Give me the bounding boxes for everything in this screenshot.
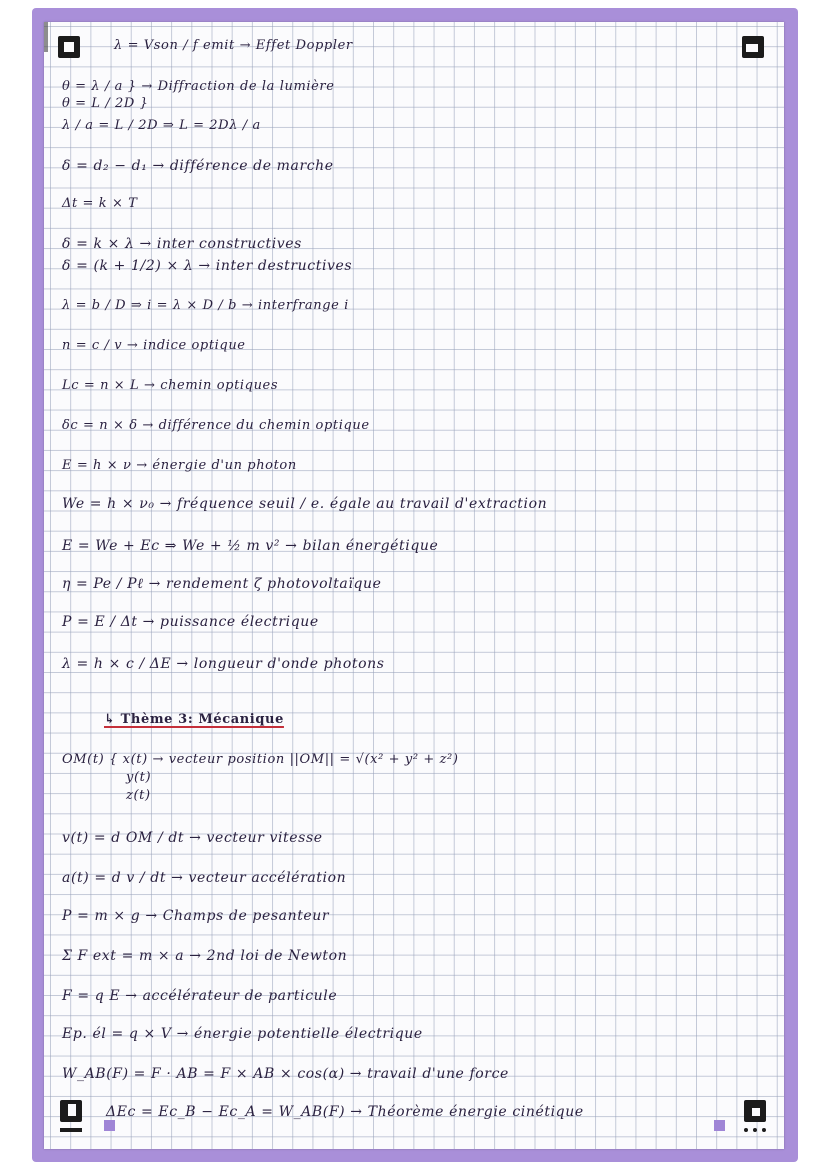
note-line: ΔEc = Ec_B − Ec_A = W_AB(F) → Théorème énergie cinétique: [106, 1104, 584, 1120]
note-line: P = m × g → Champs de pesanteur: [62, 908, 330, 924]
note-line: OM(t) { x(t) → vecteur position ||OM|| = √(x² + y² + z²): [62, 752, 459, 767]
note-line: P = E / Δt → puissance électrique: [62, 614, 319, 630]
note-line: θ = L / 2D }: [62, 96, 149, 111]
note-line: δ = (k + 1/2) × λ → inter destructives: [62, 258, 353, 274]
note-line: λ = b / D ⇒ i = λ × D / b → interfrange i: [62, 298, 349, 313]
note-line: E = We + Ec ⇒ We + ½ m v² → bilan énergétique: [62, 538, 439, 554]
note-line: λ = Vson / f emit → Effet Doppler: [114, 38, 353, 53]
note-line: θ = λ / a } → Diffraction de la lumière: [62, 79, 335, 94]
note-line: W_AB(F) = F · AB = F × AB × cos(α) → travail d'une force: [62, 1066, 509, 1082]
note-line: F = q E → accélérateur de particule: [62, 988, 338, 1004]
note-line: λ = h × c / ΔE → longueur d'onde photons: [62, 656, 385, 672]
note-line: a(t) = d v / dt → vecteur accélération: [62, 870, 347, 886]
note-line: y(t): [126, 770, 152, 785]
note-line: η = Pe / Pℓ → rendement ζ photovoltaïque: [62, 576, 382, 592]
note-line: n = c / v → indice optique: [62, 338, 246, 353]
note-line: Δt = k × T: [62, 196, 138, 211]
note-line: E = h × ν → énergie d'un photon: [62, 458, 297, 473]
note-line: Ep. él = q × V → énergie potentielle électrique: [62, 1026, 423, 1042]
note-line: Lc = n × L → chemin optiques: [62, 378, 279, 393]
note-line: δc = n × δ → différence du chemin optique: [62, 418, 370, 433]
note-line: z(t): [126, 788, 151, 803]
note-line: v(t) = d OM / dt → vecteur vitesse: [62, 830, 323, 846]
note-line: Σ F ext = m × a → 2nd loi de Newton: [62, 948, 348, 964]
note-line: We = h × ν₀ → fréquence seuil / e. égale au travail d'extraction: [62, 496, 548, 512]
note-line: λ / a = L / 2D ⇒ L = 2Dλ / a: [62, 118, 261, 133]
note-line: δ = k × λ → inter constructives: [62, 236, 302, 252]
note-line: δ = d₂ − d₁ → différence de marche: [62, 158, 334, 174]
section-title: ↳ Thème 3: Mécanique: [104, 712, 284, 727]
